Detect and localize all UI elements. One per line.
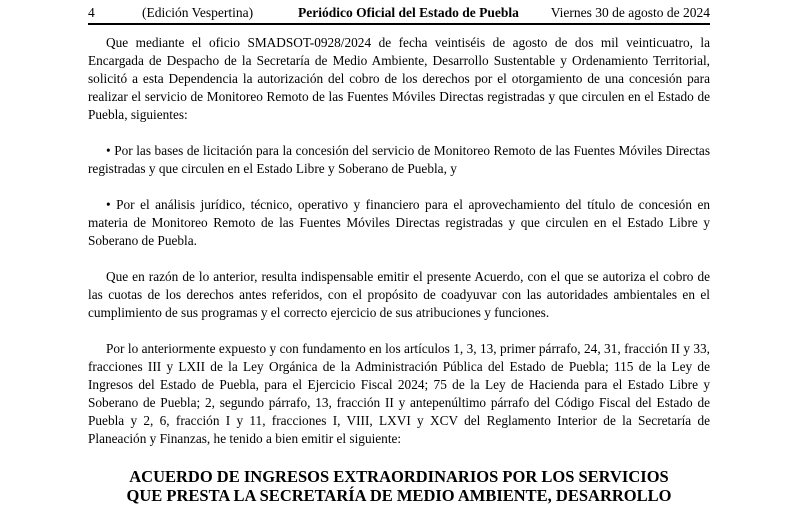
heading-line: ACUERDO DE INGRESOS EXTRAORDINARIOS POR LOS SERVICIOS	[129, 467, 669, 486]
publication-title: Periódico Oficial del Estado de Puebla	[298, 5, 519, 20]
paragraph: Que en razón de lo anterior, resulta indispensable emitir el presente Acuerdo, con el que se autoriza el cobro de las cuotas de los derechos antes referidos, con el propósito de coadyuvar con las autoridades ambientales en el cumplimiento de sus programas y el correcto ejercicio de sus atribuciones y funciones.	[88, 269, 710, 320]
header-rule	[88, 23, 710, 25]
heading-line: QUE PRESTA LA SECRETARÍA DE MEDIO AMBIENTE, DESARROLLO	[126, 486, 672, 505]
bullet-item: • Por las bases de licitación para la concesión del servicio de Monitoreo Remoto de las Fuentes Móviles Directas registradas y que circulen en el Estado Libre y Soberano de Puebla, y	[88, 143, 710, 176]
page-header	[88, 4, 710, 22]
paragraph: Por lo anteriormente expuesto y con fundamento en los artículos 1, 3, 13, primer párrafo, 24, 31, fracción II y 33, fracciones III y LXII de la Ley Orgánica de la Administración Pública del Estado de Puebla; 115 de la Ley de Ingresos del Estado de Puebla, para el Ejercicio Fiscal 2024; 75 de la Ley de Hacienda para el Estado Libre y Soberano de Puebla; 2, segundo párrafo, 13, fracción II y antepenúltimo párrafo del Código Fiscal del Estado de Puebla y 2, 6, fracción I y 11, fracciones I, VIII, LXVI y XCV del Reglamento Interior de la Secretaría de Planeación y Finanzas, he tenido a bien emitir el siguiente:	[88, 341, 710, 446]
page-number: 4	[88, 5, 95, 20]
document-body	[88, 34, 710, 448]
paragraph: Que mediante el oficio SMADSOT-0928/2024 de fecha veintiséis de agosto de dos mil veinticuatro, la Encargada de Despacho de la Secretaría de Medio Ambiente, Desarrollo Sustentable y Ordenamiento Territorial, solicitó a esta Dependencia la autorización del cobro de los derechos por el otorgamiento de una concesión para realizar el servicio de Monitoreo Remoto de las Fuentes Móviles Directas registradas y que circulen en el Estado de Puebla, siguientes:	[88, 35, 710, 122]
agreement-heading	[88, 467, 710, 505]
edition-label: (Edición Vespertina)	[142, 5, 254, 20]
publication-date: Viernes 30 de agosto de 2024	[550, 5, 710, 20]
bullet-item: • Por el análisis jurídico, técnico, operativo y financiero para el aprovechamiento del título de concesión en materia de Monitoreo Remoto de las Fuentes Móviles Directas registradas y que circulen en el Estado Libre y Soberano de Puebla.	[88, 197, 710, 248]
